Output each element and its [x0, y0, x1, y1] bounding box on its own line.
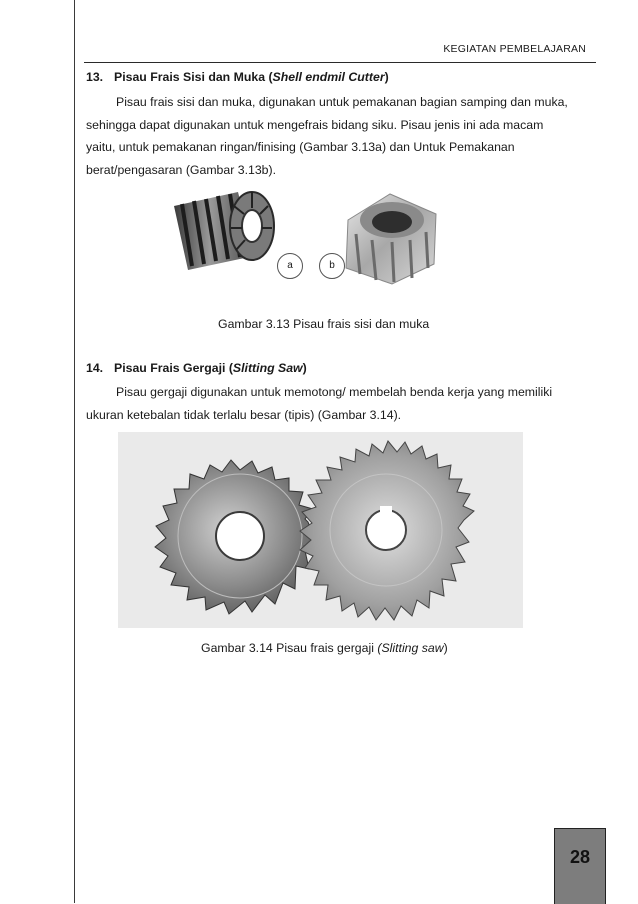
figure-3-13-caption: Gambar 3.13 Pisau frais sisi dan muka [218, 317, 430, 331]
section-13-line-2: sehingga dapat digunakan untuk mengefrais bidang siku. Pisau jenis ini ada macam [86, 117, 544, 132]
figure-label-a: a [277, 253, 303, 279]
section-14-number: 14. [86, 361, 104, 375]
figure-3-14-caption-italic: (Slitting saw [377, 641, 444, 655]
page-number-box [554, 828, 606, 904]
running-header: KEGIATAN PEMBELAJARAN [443, 43, 586, 55]
page-number: 28 [569, 847, 591, 867]
slitting-saw-image [118, 432, 523, 628]
section-13-title-italic: Shell endmil Cutter [272, 70, 385, 84]
section-13-title: 13. Pisau Frais Sisi dan Muka (Shell endmil Cutter) [86, 70, 389, 84]
section-14-title-italic: Slitting Saw [232, 361, 303, 375]
section-14-title: 14. Pisau Frais Gergaji (Slitting Saw) [86, 361, 307, 375]
shell-endmill-cutter-a-image [168, 186, 276, 274]
header-rule [84, 62, 596, 63]
shell-endmill-cutter-b-image [340, 190, 442, 286]
section-14-line-2: ukuran ketebalan tidak terlalu besar (tipis) (Gambar 3.14). [86, 407, 402, 422]
section-13-line-3: yaitu, untuk pemakanan ringan/finising (Gambar 3.13a) dan Untuk Pemakanan [86, 140, 515, 154]
left-margin-line [74, 0, 75, 903]
section-13-line-1: Pisau frais sisi dan muka, digunakan untuk pemakanan bagian samping dan muka, [116, 95, 568, 109]
section-14-line-1: Pisau gergaji digunakan untuk memotong/ membelah benda kerja yang memiliki [116, 385, 553, 399]
figure-label-b: b [319, 253, 345, 279]
section-13-number: 13. [86, 70, 104, 84]
figure-3-14-caption: Gambar 3.14 Pisau frais gergaji (Slitting saw) [201, 641, 448, 655]
section-13-line-4: berat/pengasaran (Gambar 3.13b). [86, 162, 277, 177]
